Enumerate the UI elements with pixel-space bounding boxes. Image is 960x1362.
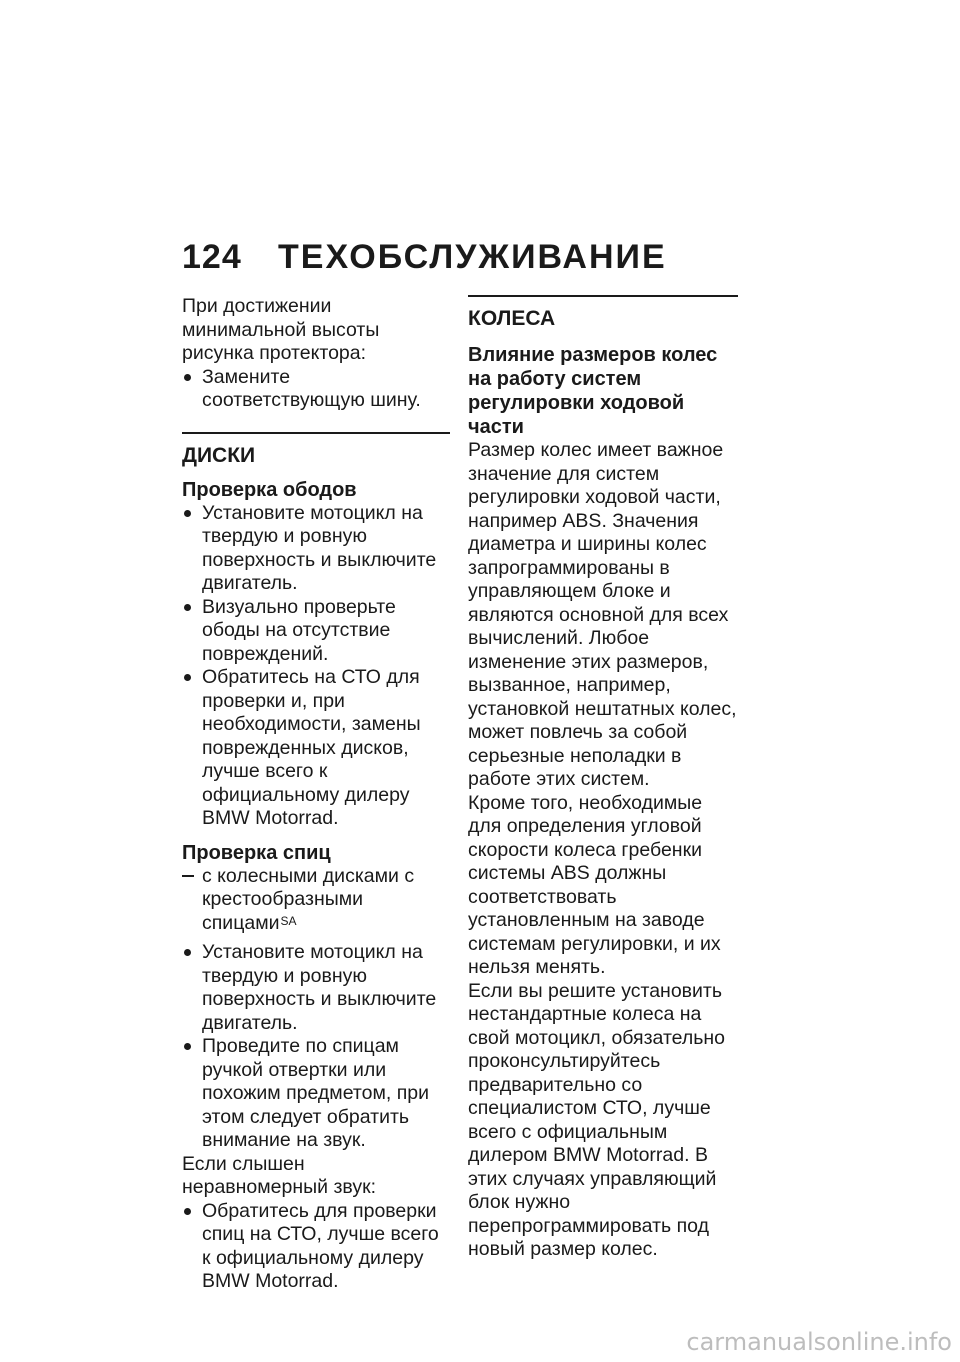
list-item: Замените соответствующую шину.: [182, 366, 450, 413]
watermark: carmanualsonline.info: [686, 1328, 952, 1356]
list-item: Установите мотоцикл на твердую и ровную поверхность и выключите двигатель.: [182, 502, 450, 596]
subheading-wheel-size-influence: Влияние размеров колес на работу систем регулировки ходовой части: [468, 344, 718, 438]
page-header: [182, 238, 667, 277]
list-item: Проведите по спицам ручкой отвертки или похожим предметом, при этом следует обратить внимание на звук.: [182, 1035, 450, 1153]
intro-text: При достижении минимальной высоты рисунка протектора:: [182, 295, 380, 364]
right-column: [468, 295, 738, 1262]
paragraph: Размер колес имеет важное значение для систем регулировки ходовой части, например ABS. Значения диаметра и ширины колес запрограммированы в управляющем блоке и являются основной для всех вычислений. Любое изменение этих размеров, вызванное, например, установкой нештатных колес, может повлечь за собой серьезные неполадки в работе этих систем.: [468, 439, 737, 790]
list-item: Визуально проверьте ободы на отсутствие повреждений.: [182, 596, 450, 667]
spokes-condition-text: с колесными дисками с крестообразными спицами: [202, 864, 415, 934]
uneven-sound-text: Если слышен неравномерный звук:: [182, 1152, 377, 1198]
paragraph: Кроме того, необходимые для определения угловой скорости колеса гребенки системы ABS должны соответствовать установленным на заводе системам регулировки, и их нельзя менять.: [468, 791, 721, 978]
uneven-sound-bullet-list: [182, 1200, 450, 1294]
left-column: [182, 295, 450, 1294]
spokes-bullet-list: [182, 941, 450, 1153]
section-title-discs: ДИСКИ: [182, 432, 450, 468]
subheading-spokes-check: Проверка спиц: [182, 841, 331, 864]
intro-bullet-list: [182, 366, 450, 413]
spokes-condition: [182, 865, 450, 936]
page-number: 124: [182, 238, 242, 276]
list-item: Обратитесь для проверки спиц на СТО, лучше всего к официальному дилеру BMW Motorrad.: [182, 1200, 450, 1294]
paragraph: Если вы решите установить нестандартные колеса на свой мотоцикл, обязательно проконсультируйтесь предварительно со специалистом СТО, лучше всего с официальным дилером BMW Motorrad. В этих случаях управляющий блок нужно перепрограммировать под новый размер колес.: [468, 979, 726, 1260]
list-item: Установите мотоцикл на твердую и ровную поверхность и выключите двигатель.: [182, 941, 450, 1035]
list-item: Обратитесь на СТО для проверки и, при необходимости, замены поврежденных дисков, лучше всего к официальному дилеру BMW Motorrad.: [182, 666, 450, 831]
section-title-wheels: КОЛЕСА: [468, 295, 738, 331]
optional-equipment-marker: SA: [280, 913, 297, 928]
subheading-rims-check: Проверка ободов: [182, 478, 357, 501]
page-section-title: ТЕХОБСЛУЖИВАНИЕ: [278, 238, 667, 276]
rims-bullet-list: [182, 502, 450, 831]
